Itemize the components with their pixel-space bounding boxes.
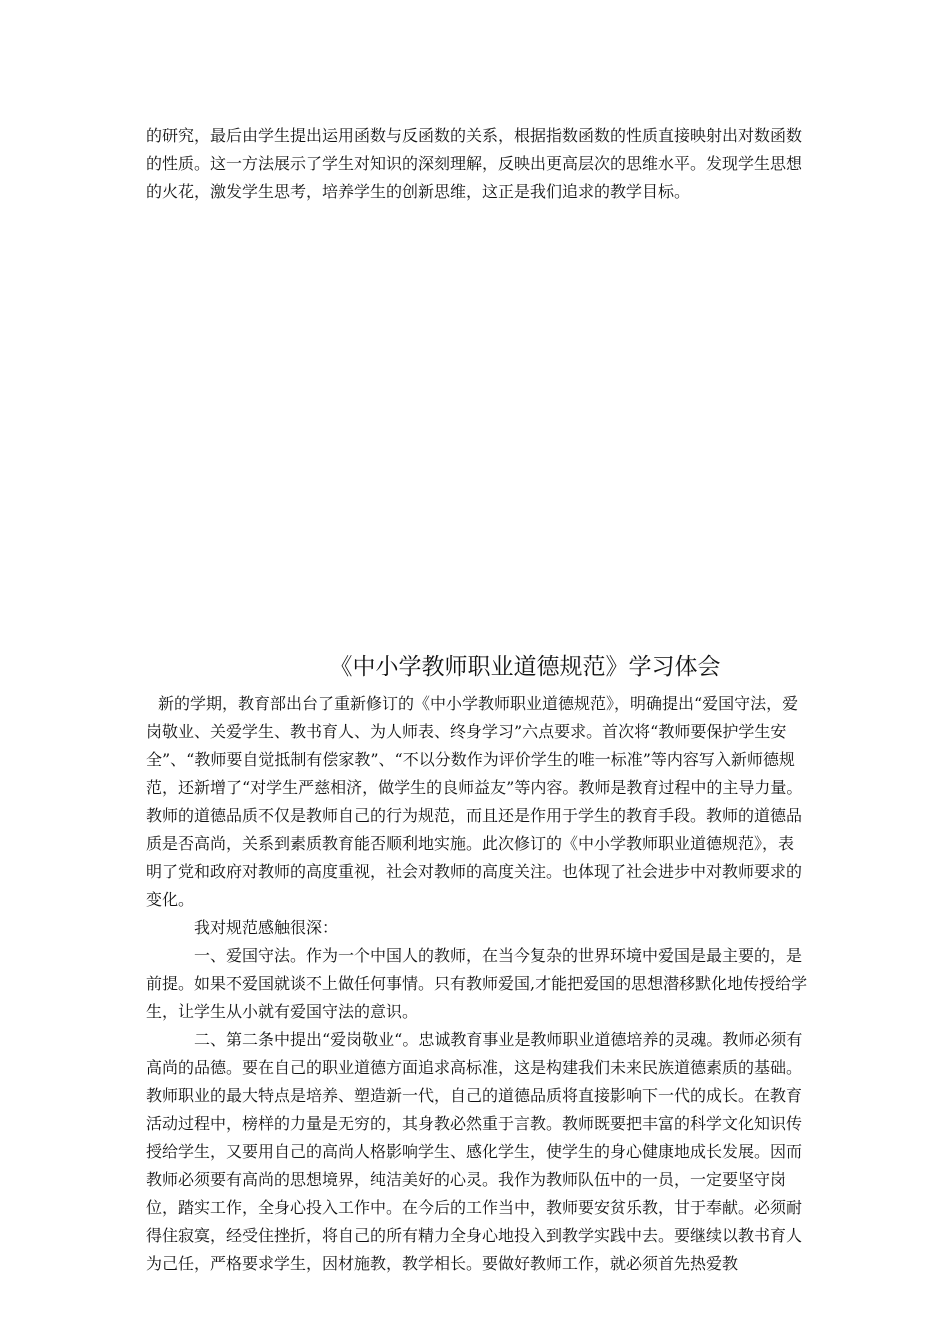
- paragraph-feeling: 我对规范感触很深：: [194, 918, 339, 937]
- paragraph-intro: 新的学期，教育部出台了重新修订的《中小学教师职业道德规范》，明确提出“爱国守法，爱岗敬业、关爱学生、教书育人、为人师表、终身学习”六点要求。首次将“教师要保护学生安全”、“教师要自觉抵制有偿家教”、“不以分数作为评价学生的唯一标准”等内容写入新师德规范，还新增了“对学生严慈相济，做学生的良师益友”等内容。教师是教育过程中的主导力量。教师的道德品质不仅是教师自己的行为规范，而且还是作用于学生的教育手段。教师的道德品质是否高尚，关系到素质教育能否顺利地实施。此次修订的《中小学教师职业道德规范》，表明了党和政府对教师的高度重视，社会对教师的高度关注。也体现了社会进步中对教师要求的变化。: [146, 694, 803, 909]
- paragraph-point-one: 一、爱国守法。作为一个中国人的教师，在当今复杂的世界环境中爱国是最主要的，是前提。如果不爱国就谈不上做任何事情。只有教师爱国,才能把爱国的思想潜移默化地传授给学生，让学生从小就有爱国守法的意识。: [146, 946, 808, 1021]
- paragraph-continued: 的研究，最后由学生提出运用函数与反函数的关系，根据指数函数的性质直接映射出对数函数的性质。这一方法展示了学生对知识的深刻理解，反映出更高层次的思维水平。发现学生思想的火花，激发学生思考，培养学生的创新思维，这正是我们追求的教学目标。: [146, 126, 803, 201]
- article-body: [146, 690, 808, 1278]
- document-title: 《中小学教师职业道德规范》学习体会: [329, 654, 721, 680]
- previous-section-text: [146, 122, 808, 206]
- paragraph-point-two: 二、第二条中提出“爱岗敬业“。忠诚教育事业是教师职业道德培养的灵魂。教师必须有高尚的品德。要在自己的职业道德方面追求高标准，这是构建我们未来民族道德素质的基础。教师职业的最大特点是培养、塑造新一代，自己的道德品质将直接影响下一代的成长。在教育活动过程中，榜样的力量是无穷的，其身教必然重于言教。教师既要把丰富的科学文化知识传授给学生，又要用自己的高尚人格影响学生、感化学生，使学生的身心健康地成长发展。因而教师必须要有高尚的思想境界，纯洁美好的心灵。我作为教师队伍中的一员，一定要坚守岗位，踏实工作，全身心投入工作中。在今后的工作当中，教师要安贫乐教，甘于奉献。必须耐得住寂寞，经受住挫折，将自己的所有精力全身心地投入到教学实践中去。要继续以教书育人为己任，严格要求学生，因材施教，教学相长。要做好教师工作，就必须首先热爱教: [146, 1030, 803, 1273]
